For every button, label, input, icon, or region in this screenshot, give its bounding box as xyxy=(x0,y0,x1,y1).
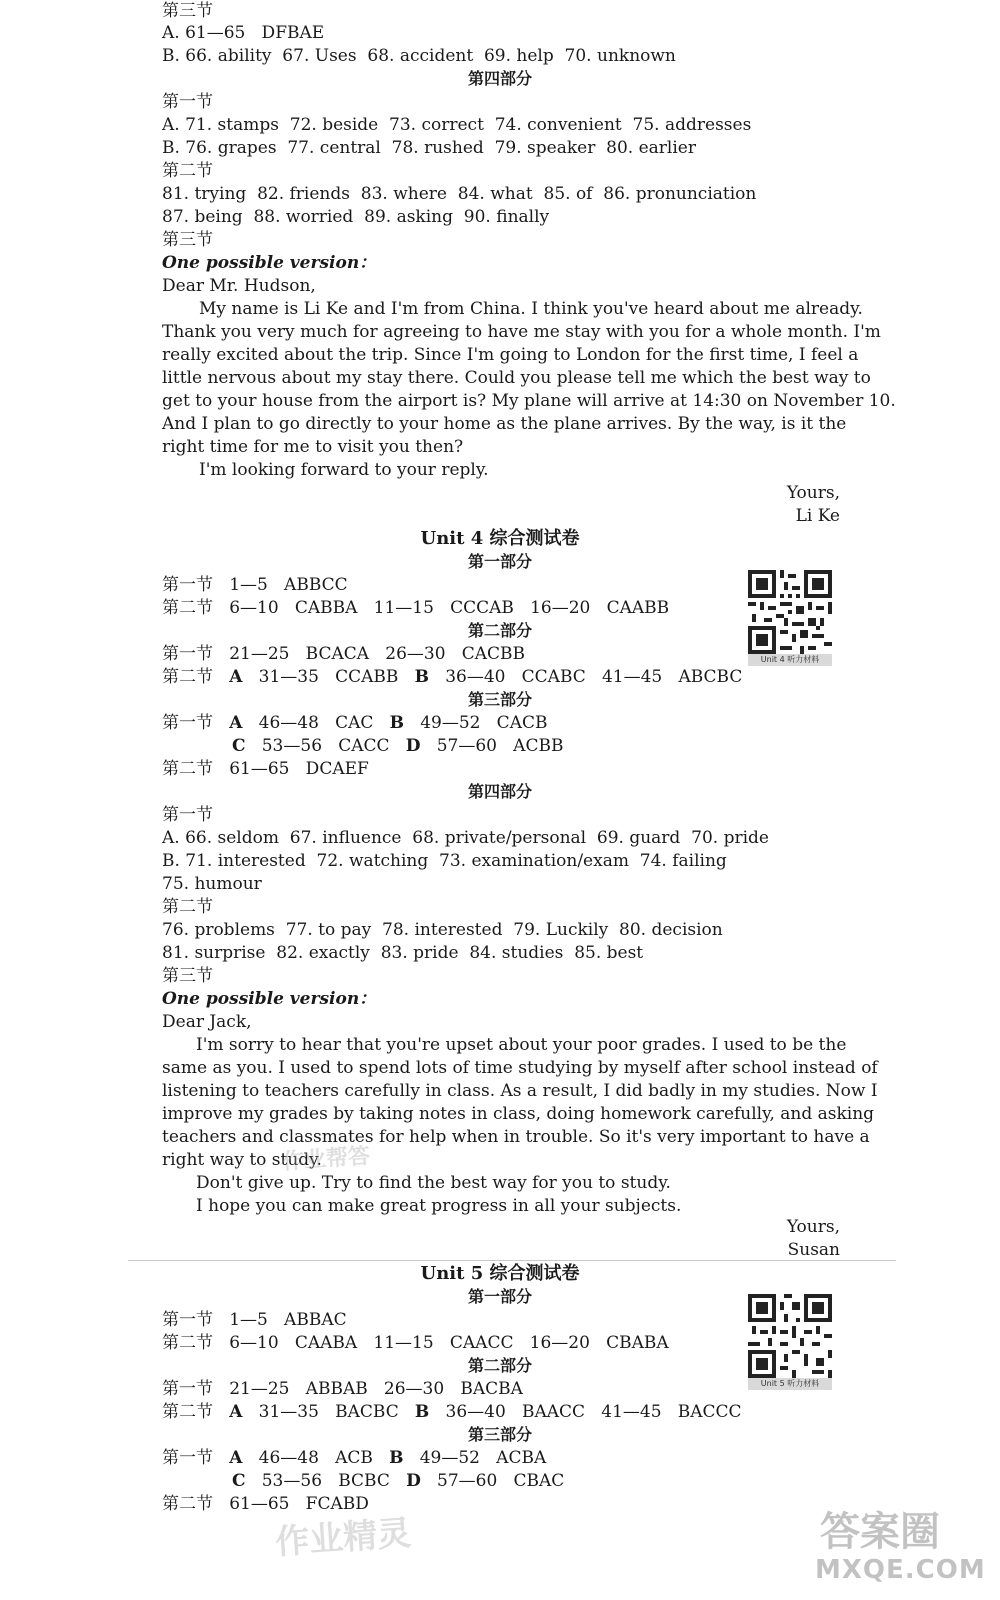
watermark-stamp: 作业精灵 xyxy=(274,1513,413,1563)
answer-line: 75. humour xyxy=(162,874,262,894)
letter-signature: Susan xyxy=(787,1240,840,1260)
answer-line: 第一节 21—25 ABBAB 26—30 BACBA xyxy=(162,1379,523,1399)
letter-line: right way to study. xyxy=(162,1150,322,1170)
answer-line: 第二节 6—10 CABBA 11—15 CCCAB 16—20 CAABB xyxy=(162,598,670,618)
answer-line: B. 71. interested 72. watching 73. examination/exam 74. failing xyxy=(162,851,727,871)
answer-line: C 53—56 BCBC D 57—60 CBAC xyxy=(232,1471,565,1491)
letter-line: same as you. I used to spend lots of time studying by myself after school instead of xyxy=(162,1058,878,1078)
letter-line: I hope you can make great progress in all your subjects. xyxy=(196,1196,682,1216)
answer-line: 第一节 1—5 ABBAC xyxy=(162,1310,347,1330)
letter-line: get to your house from the airport is? My plane will arrive at 14:30 on November 10. xyxy=(162,391,896,411)
answer-line: 第二节 A 31—35 CCABB B 36—40 CCABC 41—45 ABCBC xyxy=(162,667,743,687)
letter-line: right time for me to visit you then? xyxy=(162,437,464,457)
section-divider xyxy=(128,1260,896,1261)
possible-version-label: One possible version： xyxy=(162,989,377,1009)
letter-line: My name is Li Ke and I'm from China. I think you've heard about me already. xyxy=(199,299,863,319)
letter-line: Don't give up. Try to find the best way for you to study. xyxy=(196,1173,671,1193)
possible-version-label: One possible version： xyxy=(162,253,377,273)
watermark-site: MXQE.COM xyxy=(815,1555,986,1585)
answer-line: 81. trying 82. friends 83. where 84. what 85. of 86. pronunciation xyxy=(162,184,757,204)
answer-line: 第一节 1—5 ABBCC xyxy=(162,575,348,595)
section-label: 第三节 xyxy=(162,230,213,250)
answer-line: A. 71. stamps 72. beside 73. correct 74. convenient 75. addresses xyxy=(162,115,752,135)
part-heading: 第四部分 xyxy=(467,782,532,801)
section-label: 第三节 xyxy=(162,1,213,21)
letter-line: I'm looking forward to your reply. xyxy=(199,460,489,480)
letter-salutation: Dear Jack, xyxy=(162,1012,252,1032)
answer-line: 第二节 61—65 DCAEF xyxy=(162,759,369,779)
letter-salutation: Dear Mr. Hudson, xyxy=(162,276,316,296)
part-heading: 第一部分 xyxy=(467,1287,532,1306)
letter-signature: Li Ke xyxy=(795,506,840,526)
unit4-title: Unit 4 综合测试卷 xyxy=(420,528,580,549)
letter-line: Thank you very much for agreeing to have me stay with you for a whole month. I'm xyxy=(162,322,881,342)
part-heading: 第一部分 xyxy=(467,552,532,571)
part-heading: 第二部分 xyxy=(467,1356,532,1375)
answer-line: 81. surprise 82. exactly 83. pride 84. studies 85. best xyxy=(162,943,644,963)
section-label: 第二节 xyxy=(162,897,213,917)
answer-line: 第一节 21—25 BCACA 26—30 CACBB xyxy=(162,644,526,664)
letter-closing: Yours, xyxy=(786,1217,840,1237)
answer-line: 第二节 6—10 CAABA 11—15 CAACC 16—20 CBABA xyxy=(162,1333,669,1353)
answer-line: B. 66. ability 67. Uses 68. accident 69. help 70. unknown xyxy=(162,46,676,66)
part-heading: 第四部分 xyxy=(467,69,532,88)
letter-line: And I plan to go directly to your home as the plane arrives. By the way, is it the xyxy=(162,414,847,434)
qr-caption: Unit 4 听力材料 xyxy=(748,654,832,666)
section-label: 第二节 xyxy=(162,161,213,181)
answer-line: A. 66. seldom 67. influence 68. private/personal 69. guard 70. pride xyxy=(162,828,769,848)
answer-line: 第一节 A 46—48 ACB B 49—52 ACBA xyxy=(162,1448,547,1468)
part-heading: 第三部分 xyxy=(467,1425,532,1444)
letter-line: little nervous about my stay there. Could you please tell me which the best way to xyxy=(162,368,871,388)
letter-line: really excited about the trip. Since I'm going to London for the first time, I feel a xyxy=(162,345,859,365)
unit4-qr-code[interactable] xyxy=(748,570,832,666)
section-label: 第一节 xyxy=(162,92,213,112)
letter-line: I'm sorry to hear that you're upset about your poor grades. I used to be the xyxy=(196,1035,847,1055)
watermark-brand-logo: 答案圈 xyxy=(820,1509,940,1555)
letter-line: teachers and classmates for help when in trouble. So it's very important to have a xyxy=(162,1127,870,1147)
qr-caption: Unit 5 听力材料 xyxy=(748,1378,832,1390)
letter-closing: Yours, xyxy=(786,483,840,503)
watermark-stamp: 作业帮答 xyxy=(281,1143,371,1176)
answer-line: B. 76. grapes 77. central 78. rushed 79. speaker 80. earlier xyxy=(162,138,696,158)
answer-line: 76. problems 77. to pay 78. interested 79. Luckily 80. decision xyxy=(162,920,723,940)
part-heading: 第三部分 xyxy=(467,690,532,709)
answer-line: 第一节 A 46—48 CAC B 49—52 CACB xyxy=(162,713,548,733)
letter-line: listening to teachers carefully in class. As a result, I did badly in my studies. Now I xyxy=(162,1081,878,1101)
letter-line: improve my grades by taking notes in class, doing homework carefully, and asking xyxy=(162,1104,875,1124)
answer-line: 第二节 61—65 FCABD xyxy=(162,1494,369,1514)
answer-line: 第二节 A 31—35 BACBC B 36—40 BAACC 41—45 BACCC xyxy=(162,1402,742,1422)
answer-line: A. 61—65 DFBAE xyxy=(162,23,325,43)
answer-line: 87. being 88. worried 89. asking 90. finally xyxy=(162,207,550,227)
unit5-title: Unit 5 综合测试卷 xyxy=(420,1263,580,1284)
section-label: 第一节 xyxy=(162,805,213,825)
answer-line: C 53—56 CACC D 57—60 ACBB xyxy=(232,736,564,756)
section-label: 第三节 xyxy=(162,966,213,986)
part-heading: 第二部分 xyxy=(467,621,532,640)
